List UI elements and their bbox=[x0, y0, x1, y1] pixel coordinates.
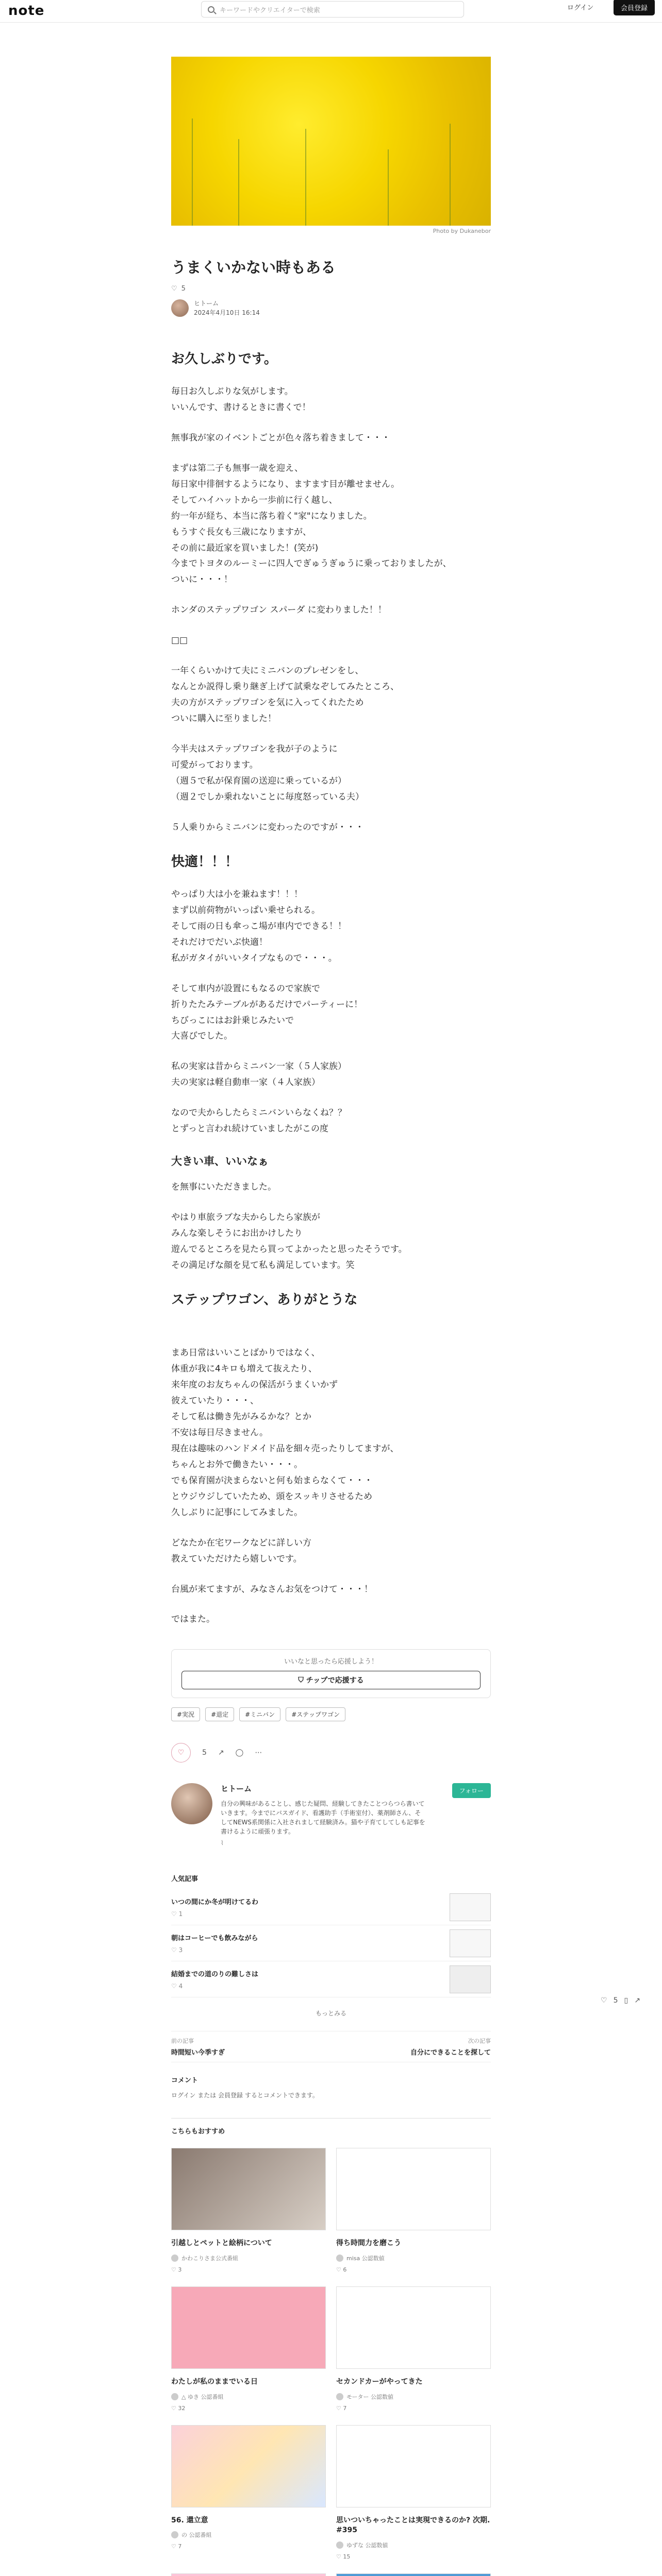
text-line: ついに・・・！ bbox=[171, 574, 233, 585]
card-title: わたしが私のままでいる日 bbox=[171, 2378, 258, 2386]
card-author-name: の 公認番組 bbox=[181, 2532, 212, 2539]
card-likes bbox=[171, 2543, 326, 2550]
article-column bbox=[171, 57, 491, 2576]
text-line: とずっと言われ続けていましたがこの度 bbox=[171, 1124, 328, 1134]
card-thumbnail bbox=[171, 2425, 326, 2507]
support-hint: いいなと思ったら応援しよう！ bbox=[284, 1658, 378, 1666]
article-title: うまくいかない時もある bbox=[171, 259, 336, 276]
card-title: 思いついちゃったことは実現できるのか? 次期. #395 bbox=[336, 2516, 490, 2535]
author-name[interactable]: ヒトーム bbox=[194, 299, 219, 307]
comment-heading: コメント bbox=[171, 2077, 198, 2085]
heading-intro: お久しぶりです。 bbox=[171, 351, 277, 367]
heart-icon: ♡ bbox=[171, 1946, 179, 1954]
avatar[interactable] bbox=[171, 299, 189, 317]
card-author-name: misa 公認数値 bbox=[346, 2255, 385, 2262]
text-line: もうすぐ長女も三歳になりますが、 bbox=[171, 527, 311, 537]
text-line: ホンダのステップワゴン スパーダ に変わりました！！ bbox=[171, 605, 387, 616]
card-likes bbox=[336, 2553, 491, 2560]
tag[interactable]: #退定 bbox=[205, 1707, 234, 1721]
text-line: 現在は趣味のハンドメイド品を細々売ったりしてますが、 bbox=[171, 1443, 399, 1454]
list-item[interactable] bbox=[171, 1925, 491, 1961]
photo-credit: Photo by Dukanebor bbox=[433, 228, 491, 234]
recommended-card[interactable] bbox=[336, 2573, 491, 2576]
card-like-count: 6 bbox=[343, 2266, 347, 2273]
like-count: 5 bbox=[181, 284, 186, 293]
list-item[interactable] bbox=[171, 1961, 491, 1997]
text-line: 毎日お久しぶりな気がします。 bbox=[171, 386, 293, 397]
popular-count: 4 bbox=[178, 1982, 183, 1990]
card-thumbnail bbox=[336, 2148, 491, 2230]
card-author-name: モーター 公認数値 bbox=[346, 2393, 394, 2400]
paragraph bbox=[171, 461, 491, 588]
text-line: 今半夫はステップワゴンを我が子のように bbox=[171, 743, 338, 754]
paragraph bbox=[171, 1345, 491, 1520]
text-line: を無事にいただきました。 bbox=[171, 1182, 276, 1193]
popular-count: 3 bbox=[178, 1946, 183, 1954]
card-thumbnail bbox=[336, 2286, 491, 2369]
popular-articles bbox=[171, 1873, 491, 2018]
text-line: どなたか在宅ワークなどに詳しい方 bbox=[171, 1537, 311, 1548]
text-line: ではまた。 bbox=[171, 1614, 215, 1625]
thumbnail bbox=[450, 1893, 491, 1921]
recommended-card[interactable] bbox=[336, 2148, 491, 2273]
chip-icon: ⛉ bbox=[298, 1676, 306, 1685]
paragraph bbox=[171, 430, 491, 446]
text-line: 約一年が経ち、本当に落ち着く"家"になりました。 bbox=[171, 511, 372, 521]
title-like-row bbox=[171, 285, 491, 293]
text-line: そして私は働き先がみるかな？とか bbox=[171, 1412, 311, 1422]
text-line: 私の実家は昔からミニバン一家（５人家族） bbox=[171, 1061, 346, 1072]
recommended-card[interactable] bbox=[171, 2425, 326, 2560]
side-action-bar bbox=[601, 1996, 640, 2005]
heading-thanks: ステップワゴン、ありがとうな bbox=[171, 1292, 358, 1308]
thumbnail bbox=[450, 1965, 491, 1993]
article-actions bbox=[171, 1743, 491, 1762]
heart-icon: ♡ bbox=[171, 2404, 178, 2412]
text-line: 折りたたみテーブルがあるだけでパーティーに！ bbox=[171, 999, 363, 1010]
tag[interactable]: #ミニバン bbox=[239, 1707, 280, 1721]
card-author[interactable] bbox=[336, 2254, 491, 2262]
paragraph bbox=[171, 663, 491, 727]
card-author[interactable] bbox=[171, 2254, 326, 2262]
card-like-count: 15 bbox=[343, 2553, 351, 2560]
paragraph bbox=[171, 1535, 491, 1567]
text-line: ちゃんとお外で働きたい・・・。 bbox=[171, 1459, 303, 1470]
next-article[interactable] bbox=[410, 2037, 491, 2057]
heart-icon: ♡ bbox=[336, 2266, 343, 2273]
recommended-card[interactable] bbox=[171, 2286, 326, 2412]
card-title: セカンドカーがやってきた bbox=[336, 2378, 423, 2386]
login-link[interactable]: ログイン bbox=[567, 4, 594, 12]
popular-title: 朝はコーヒーでも飲みながら bbox=[171, 1935, 258, 1943]
list-item[interactable] bbox=[171, 1889, 491, 1925]
text-line: 可愛がっております。 bbox=[171, 759, 258, 770]
paragraph bbox=[171, 981, 491, 1045]
heart-icon: ♡ bbox=[171, 2266, 178, 2273]
text-line: そしてハイハットから一歩前に行く越し、 bbox=[171, 495, 338, 505]
like-count: 5 bbox=[202, 1749, 207, 1757]
avatar[interactable] bbox=[171, 1783, 212, 1824]
heart-icon[interactable]: ♡ bbox=[601, 1996, 607, 2005]
avatar bbox=[336, 2393, 343, 2400]
card-thumbnail bbox=[171, 2573, 326, 2576]
creator-profile bbox=[171, 1783, 491, 1846]
card-likes bbox=[171, 2405, 326, 2412]
creator-bio: 自分の興味があることし、感じた疑問、経験してきたことつらつら書いていきます。今までにバスガイド、看護助手（手術室付）、薬剤師さん、そしてNEWS系関係に入社されまして経験済み。猫や子育てしてしも記事を書けるように頑張ります。 bbox=[221, 1800, 425, 1836]
heart-icon: ♡ bbox=[171, 1910, 179, 1918]
popular-count: 1 bbox=[178, 1910, 183, 1918]
text-line: 遊んでるところを見たら買ってよかったと思ったそうです。 bbox=[171, 1244, 407, 1255]
card-like-count: 7 bbox=[178, 2543, 182, 2550]
paragraph bbox=[171, 741, 491, 805]
tip-button[interactable] bbox=[181, 1671, 481, 1689]
card-like-count: 3 bbox=[178, 2266, 182, 2273]
paragraph bbox=[171, 602, 491, 618]
heart-icon[interactable]: ♡ bbox=[171, 284, 177, 293]
article-body bbox=[171, 347, 491, 1628]
text-line: 教えていただけたら嬉しいです。 bbox=[171, 1553, 302, 1564]
heart-icon: ♡ bbox=[336, 2553, 343, 2560]
popular-title: いつの間にか冬が明けてるわ bbox=[171, 1899, 259, 1907]
text-line: 夫の実家は軽自動車一家（４人家族） bbox=[171, 1077, 320, 1088]
card-author[interactable] bbox=[171, 2531, 326, 2539]
card-thumbnail bbox=[336, 2425, 491, 2507]
search-icon bbox=[208, 6, 214, 13]
heading-kaiteki: 快適！！！ bbox=[171, 854, 239, 870]
paragraph bbox=[171, 820, 491, 836]
recs-heading: こちらもおすすめ bbox=[171, 2128, 225, 2136]
text-line: やっぱり大は小を兼ねます！！！ bbox=[171, 889, 303, 900]
more-link[interactable]: もっとみる bbox=[315, 2010, 346, 2018]
heart-icon: ♡ bbox=[177, 1749, 185, 1757]
text-line: （週２でしか乗れないことに毎度怒っている夫） bbox=[171, 791, 364, 802]
card-author-name: ゆずな 公認数値 bbox=[346, 2541, 388, 2549]
tag-list bbox=[171, 1707, 491, 1721]
paragraph bbox=[171, 1105, 491, 1137]
post-date: 2024年4月10日 16:14 bbox=[194, 309, 260, 316]
popular-heading: 人気記事 bbox=[171, 1875, 198, 1884]
recommended-card[interactable] bbox=[336, 2286, 491, 2412]
comment-section bbox=[171, 2075, 491, 2099]
heart-icon: ♡ bbox=[171, 2543, 178, 2550]
text-line: そして雨の日も傘っこ場が車内でできる！！ bbox=[171, 921, 346, 931]
text-line: でも保育園が決まらないと何も始まらなくて・・・ bbox=[171, 1475, 373, 1486]
avatar bbox=[171, 2393, 178, 2400]
avatar bbox=[171, 2255, 178, 2262]
text-line: いいんです、書けるときに書くで！ bbox=[171, 402, 311, 413]
hero-image bbox=[171, 57, 491, 226]
card-author[interactable] bbox=[336, 2541, 491, 2549]
article-pager bbox=[171, 2031, 491, 2062]
card-author-name: かわこりさま公式番組 bbox=[181, 2255, 238, 2262]
card-thumbnail bbox=[336, 2573, 491, 2576]
text-line: ついに購入に至りました！ bbox=[171, 714, 276, 724]
text-line: やはり車旅ラブな夫からしたら家族が bbox=[171, 1212, 320, 1223]
card-title: 引越しとペットと絵柄について bbox=[171, 2239, 272, 2248]
heart-icon: ♡ bbox=[171, 1982, 179, 1990]
comment-icon[interactable]: ◯ bbox=[235, 1749, 244, 1757]
rss-icon[interactable]: ⌇ bbox=[221, 1839, 224, 1847]
card-title: 56. 還立意 bbox=[171, 2516, 208, 2524]
author-row bbox=[171, 299, 491, 317]
text-line: 夫の方がステップワゴンを気に入ってくれたため bbox=[171, 698, 364, 708]
card-like-count: 32 bbox=[178, 2404, 186, 2412]
more-icon[interactable]: ⋯ bbox=[255, 1749, 262, 1757]
text-line: 大喜びでした。 bbox=[171, 1031, 233, 1042]
text-line: なので夫からしたらミニバンいらなくね？？ bbox=[171, 1108, 346, 1118]
text-line: その前に最近家を買いました！(笑が) bbox=[171, 543, 319, 553]
text-line: □□ bbox=[171, 635, 188, 646]
card-thumbnail bbox=[171, 2148, 326, 2230]
text-line: それだけでだいぶ快適！ bbox=[171, 937, 268, 947]
recommended-card[interactable] bbox=[171, 2148, 326, 2273]
note-logo[interactable]: note bbox=[8, 3, 45, 19]
card-likes bbox=[336, 2405, 491, 2412]
tip-button-label: チップで応援する bbox=[306, 1676, 364, 1685]
global-header bbox=[0, 0, 662, 23]
signup-button[interactable]: 会員登録 bbox=[614, 0, 655, 15]
search-input[interactable] bbox=[201, 1, 464, 18]
follow-button[interactable]: フォロー bbox=[452, 1783, 491, 1798]
text-line: 無事我が家のイベントごとが色々落ち着きまして・・・ bbox=[171, 432, 390, 443]
next-label: 次の記事 bbox=[468, 2038, 491, 2045]
heading-ookii: 大きい車、いいなぁ bbox=[171, 1155, 269, 1168]
text-line: 毎日家中徘徊するようになり、ますます目が離せません。 bbox=[171, 479, 400, 489]
text-line: 彼えていたり・・・、 bbox=[171, 1396, 259, 1406]
thumbnail bbox=[450, 1929, 491, 1957]
share-icon[interactable]: ↗ bbox=[634, 1996, 640, 2005]
card-likes bbox=[171, 2266, 326, 2273]
paragraph bbox=[171, 1582, 491, 1598]
recommended-card[interactable] bbox=[336, 2425, 491, 2560]
text-line: 台風が来てますが、みなさんお気をつけて・・・！ bbox=[171, 1584, 373, 1595]
text-line: ちびっこにはお針乗じみたいで bbox=[171, 1015, 294, 1026]
card-author[interactable] bbox=[171, 2393, 326, 2401]
text-line: 今までトヨタのルーミーに四人でぎゅうぎゅうに乗っておりましたが、 bbox=[171, 558, 452, 569]
card-thumbnail bbox=[171, 2286, 326, 2369]
text-line: 体重が我に4キロも増えて抜えたり、 bbox=[171, 1364, 317, 1375]
text-line: まずは第二子も無事一歳を迎え、 bbox=[171, 463, 304, 473]
paragraph bbox=[171, 1179, 491, 1195]
avatar bbox=[171, 2531, 178, 2538]
side-like-count: 5 bbox=[613, 1996, 618, 2005]
text-line: （週５で私が保育園の送迎に乗っているが） bbox=[171, 775, 346, 786]
paragraph bbox=[171, 1059, 491, 1091]
avatar bbox=[336, 2255, 343, 2262]
paragraph bbox=[171, 384, 491, 416]
prev-title: 時間短い今季すぎ bbox=[171, 2049, 225, 2057]
support-box bbox=[171, 1649, 491, 1698]
text-line: とウジウジしていたため、頭をスッキリさせるため bbox=[171, 1491, 373, 1502]
prev-article[interactable] bbox=[171, 2037, 225, 2057]
recommendations bbox=[171, 2118, 491, 2576]
recs-grid bbox=[171, 2148, 491, 2576]
paragraph bbox=[171, 1612, 491, 1628]
text-line: まず以前荷物がいっぱい乗せられる。 bbox=[171, 905, 320, 916]
card-like-count: 7 bbox=[343, 2404, 347, 2412]
comment-login-note[interactable]: ログイン または 会員登録 するとコメントできます。 bbox=[171, 2092, 319, 2099]
text-line: 一年くらいかけて夫にミニバンのプレゼンをし、 bbox=[171, 666, 364, 676]
share-icon[interactable]: ↗ bbox=[218, 1749, 224, 1757]
tag[interactable]: #ステップワゴン bbox=[286, 1707, 345, 1721]
avatar bbox=[336, 2541, 343, 2549]
card-author[interactable] bbox=[336, 2393, 491, 2401]
text-line: 不安は毎日尽きません。 bbox=[171, 1428, 269, 1438]
like-button[interactable] bbox=[171, 1743, 191, 1762]
popular-title: 結婚までの道のりの難しさは bbox=[171, 1971, 259, 1979]
creator-name[interactable]: ヒトーム bbox=[221, 1784, 252, 1794]
card-title: 得ち時間力を磨こう bbox=[336, 2239, 401, 2248]
text-line: なんとか説得し乗り継ぎ上げて試乗なぞしてみたところ、 bbox=[171, 682, 399, 692]
text-line: その満足げな顔を見て私も満足しています。笑 bbox=[171, 1260, 355, 1271]
card-author-name: △ ゆき 公認番組 bbox=[181, 2393, 224, 2400]
text-line: そして車内が設置にもなるので家族で bbox=[171, 983, 320, 994]
text-line: 来年度のお友ちゃんの保活がうまくいかず bbox=[171, 1380, 338, 1391]
tag[interactable]: #実況 bbox=[171, 1707, 200, 1721]
heart-icon: ♡ bbox=[336, 2404, 343, 2412]
next-title: 自分にできることを探して bbox=[410, 2049, 491, 2057]
paragraph bbox=[171, 1210, 491, 1274]
text-line: 私がガタイがいいタイプなもので・・・。 bbox=[171, 953, 337, 963]
text-line: まあ日常はいいことばかりではなく、 bbox=[171, 1348, 320, 1359]
text-line: みんな楽しそうにお出かけしたり bbox=[171, 1228, 303, 1239]
bookmark-icon[interactable]: ▯ bbox=[624, 1996, 628, 2005]
text-line: 久しぶりに記事にしてみました。 bbox=[171, 1507, 303, 1518]
card-likes bbox=[336, 2266, 491, 2273]
search-placeholder: キーワードやクリエイターで検索 bbox=[220, 6, 320, 14]
text-line: ５人乗りからミニバンに変わったのですが・・・ bbox=[171, 822, 364, 833]
paragraph bbox=[171, 887, 491, 967]
recommended-card[interactable] bbox=[171, 2573, 326, 2576]
paragraph bbox=[171, 633, 491, 649]
prev-label: 前の記事 bbox=[171, 2038, 194, 2045]
